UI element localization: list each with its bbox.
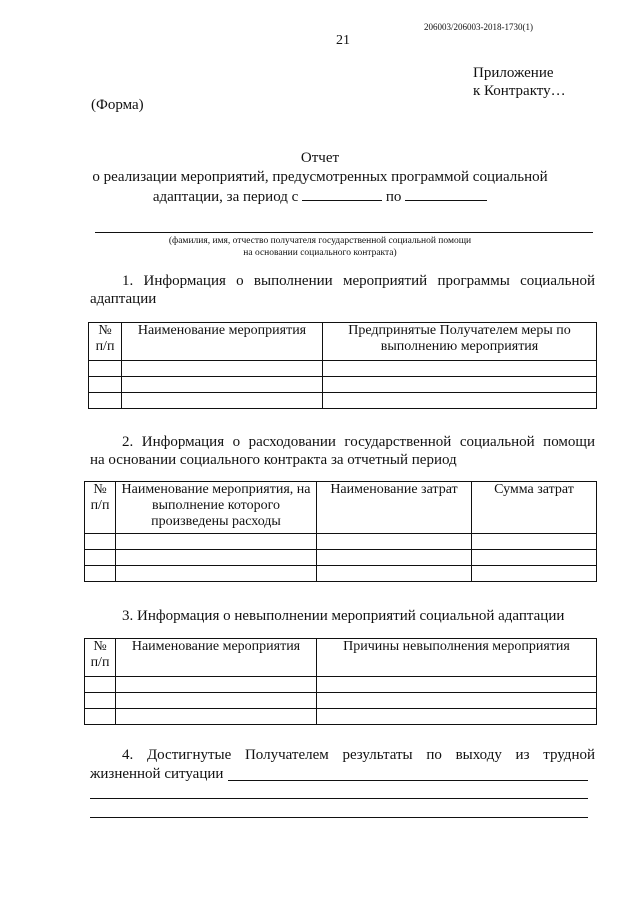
header-cell: № п/п (85, 639, 116, 677)
period-to-field[interactable] (405, 187, 487, 201)
table-cell[interactable] (122, 361, 323, 377)
table-cell[interactable] (116, 693, 317, 709)
table-cell[interactable] (122, 393, 323, 409)
table-cell[interactable] (85, 534, 116, 550)
results-field-line-1[interactable] (228, 780, 588, 781)
results-field-line-2[interactable] (90, 798, 588, 799)
header-cell: № п/п (89, 323, 122, 361)
table-cell[interactable] (85, 693, 116, 709)
header-cell: Наименование мероприятия (116, 639, 317, 677)
table-cell[interactable] (89, 361, 122, 377)
period-from-field[interactable] (302, 187, 382, 201)
table-cell[interactable] (323, 393, 597, 409)
table-cell[interactable] (116, 709, 317, 725)
table-cell[interactable] (323, 361, 597, 377)
results-field-line-3[interactable] (90, 817, 588, 818)
period-label-to: по (385, 189, 402, 205)
table-cell[interactable] (317, 693, 597, 709)
table-cell[interactable] (85, 709, 116, 725)
section-1-table (88, 322, 597, 409)
table-cell[interactable] (85, 677, 116, 693)
header-cell: Сумма затрат (472, 482, 597, 534)
header-cell: № п/п (85, 482, 116, 534)
period-label-from: адаптации, за период с (152, 189, 299, 205)
table-cell[interactable] (472, 534, 597, 550)
header-cell: Наименование мероприятия (122, 323, 323, 361)
table-cell[interactable] (317, 550, 472, 566)
table-cell[interactable] (116, 534, 317, 550)
section-2-heading: 2. Информация о расходовании государственной социальной помощи (122, 434, 595, 450)
table-cell[interactable] (122, 377, 323, 393)
table-cell[interactable] (89, 377, 122, 393)
table-cell[interactable] (89, 393, 122, 409)
table-cell[interactable] (317, 709, 597, 725)
table-cell[interactable] (85, 566, 116, 582)
header-cell: Наименование затрат (317, 482, 472, 534)
recipient-caption-line-1: (фамилия, имя, отчество получателя государственной социальной помощи (168, 236, 472, 246)
appendix-line-2: к Контракту… (473, 83, 566, 99)
report-subtitle: о реализации мероприятий, предусмотренных программой социальной (92, 169, 548, 185)
recipient-name-field[interactable] (95, 232, 593, 233)
table-cell[interactable] (317, 566, 472, 582)
header-cell: Предпринятые Получателем меры по выполнению мероприятия (323, 323, 597, 361)
recipient-name-caption (0, 235, 640, 259)
report-title: Отчет (300, 150, 340, 166)
table-cell[interactable] (116, 566, 317, 582)
section-3-heading: 3. Информация о невыполнении мероприятий социальной адаптации (122, 608, 565, 624)
table-cell[interactable] (323, 377, 597, 393)
section-2-heading-cont: на основании социального контракта за отчетный период (90, 452, 457, 468)
page-number: 21 (336, 33, 350, 48)
section-3-table (84, 638, 597, 725)
section-2-table (84, 481, 597, 582)
section-1-heading: 1. Информация о выполнении мероприятий программы социальной (122, 273, 595, 289)
header-cell: Наименование мероприятия, на выполнение которого произведены расходы (116, 482, 317, 534)
section-1-heading-cont: адаптации (90, 291, 157, 307)
form-label: (Форма) (91, 97, 144, 113)
table-cell[interactable] (317, 677, 597, 693)
appendix-note (473, 64, 566, 100)
header-cell: Причины невыполнения мероприятия (317, 639, 597, 677)
table-cell[interactable] (116, 677, 317, 693)
table-cell[interactable] (317, 534, 472, 550)
section-4-heading: 4. Достигнутые Получателем результаты по выходу из трудной (122, 747, 595, 763)
table-cell[interactable] (472, 566, 597, 582)
document-id: 206003/206003-2018-1730(1) (424, 22, 533, 32)
table-cell[interactable] (85, 550, 116, 566)
section-4-heading-cont: жизненной ситуации (90, 766, 224, 782)
appendix-line-1: Приложение (473, 65, 554, 81)
recipient-caption-line-2: на основании социального контракта) (243, 248, 397, 258)
table-cell[interactable] (116, 550, 317, 566)
report-period-line (0, 187, 640, 206)
table-cell[interactable] (472, 550, 597, 566)
